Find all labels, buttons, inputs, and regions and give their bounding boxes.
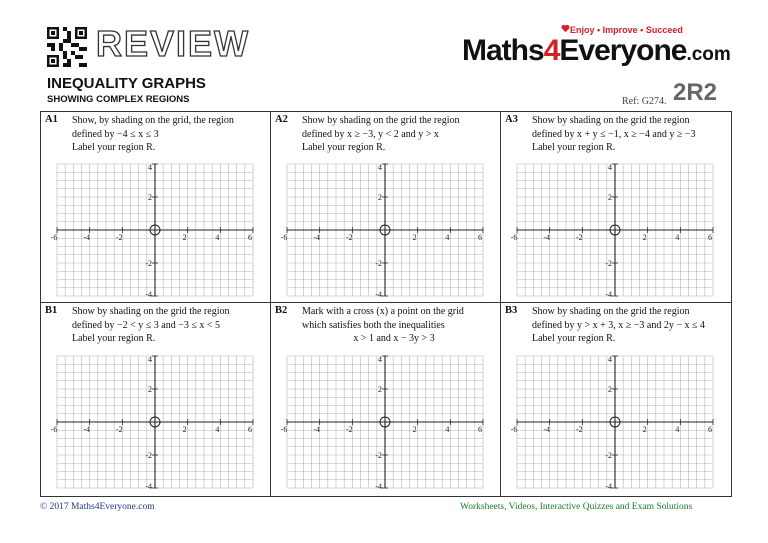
- page-subtitle: SHOWING COMPLEX REGIONS: [47, 94, 190, 105]
- x-tick-label: -6: [510, 233, 518, 242]
- question-text: [532, 114, 695, 155]
- y-tick-label: -2: [605, 259, 612, 268]
- y-tick-label: -4: [375, 290, 382, 299]
- y-tick-label: 4: [608, 355, 612, 364]
- brand-domain: .com: [686, 44, 731, 65]
- brand-prefix: Maths: [462, 34, 544, 67]
- x-tick-label: 6: [708, 233, 712, 242]
- x-tick-label: -2: [575, 233, 583, 242]
- y-tick-label: -2: [375, 451, 382, 460]
- question-id: B3: [505, 305, 518, 316]
- question-line: x > 1 and x − 3y > 3: [353, 333, 435, 344]
- question-a1: [41, 112, 271, 303]
- y-tick-label: -4: [145, 290, 152, 299]
- y-tick-label: -4: [605, 290, 612, 299]
- x-tick-label: 4: [445, 233, 450, 242]
- x-tick-label: -6: [50, 425, 58, 434]
- coordinate-grid[interactable]: [510, 162, 715, 300]
- x-tick-label: -2: [345, 233, 353, 242]
- brand-four: 4: [543, 34, 560, 67]
- copyright-notice: © 2017 Maths4Everyone.com: [40, 502, 155, 512]
- x-tick-label: 6: [248, 425, 252, 434]
- brand-tagline: Enjoy • Improve • Succeed: [570, 25, 683, 35]
- brand-logo: [462, 20, 732, 72]
- question-text: [72, 114, 234, 155]
- question-line: defined by x ≥ −3, y < 2 and y > x: [302, 128, 439, 140]
- y-tick-label: -2: [605, 451, 612, 460]
- x-tick-label: 4: [445, 425, 450, 434]
- x-tick-label: 4: [215, 425, 220, 434]
- x-tick-label: -4: [543, 425, 551, 434]
- question-b1: [41, 303, 271, 496]
- x-tick-label: 4: [215, 233, 220, 242]
- page-title: INEQUALITY GRAPHS: [47, 75, 206, 92]
- question-b2: [271, 303, 501, 496]
- x-tick-label: -4: [543, 233, 551, 242]
- x-tick-label: 2: [642, 233, 647, 242]
- y-tick-label: 4: [608, 163, 612, 172]
- question-text: [532, 305, 705, 346]
- x-tick-label: -2: [115, 425, 123, 434]
- x-tick-label: -4: [313, 425, 321, 434]
- question-line: Label your region R.: [72, 142, 156, 153]
- x-tick-label: -2: [575, 425, 583, 434]
- x-tick-label: -6: [50, 233, 58, 242]
- question-line: Mark with a cross (x) a point on the grid: [302, 306, 464, 317]
- question-line: Label your region R.: [532, 333, 616, 344]
- question-line: defined by x + y ≤ −1, x ≥ −4 and y ≥ −3: [532, 128, 696, 140]
- question-a3: [501, 112, 731, 303]
- brand-suffix: Everyone: [559, 34, 687, 67]
- heart-icon: [561, 24, 570, 33]
- worksheet-code: 2R2: [673, 79, 718, 106]
- question-line: Show, by shading on the grid, the region: [72, 115, 234, 126]
- x-tick-label: 6: [478, 233, 482, 242]
- x-tick-label: 2: [412, 233, 417, 242]
- x-tick-label: 2: [412, 425, 417, 434]
- x-tick-label: -4: [83, 425, 91, 434]
- x-tick-label: 2: [182, 425, 187, 434]
- x-tick-label: -6: [280, 425, 288, 434]
- question-text: [302, 114, 459, 155]
- coordinate-grid[interactable]: [280, 354, 485, 492]
- x-tick-label: -2: [345, 425, 353, 434]
- question-line: defined by −2 < y ≤ 3 and −3 ≤ x < 5: [72, 319, 220, 331]
- y-tick-label: 2: [148, 385, 152, 394]
- question-id: B1: [45, 305, 58, 316]
- y-tick-label: 2: [378, 385, 382, 394]
- qr-code-icon: [47, 27, 87, 67]
- question-line: defined by −4 ≤ x ≤ 3: [72, 128, 159, 140]
- question-text: [72, 305, 229, 346]
- question-line: Label your region R.: [72, 333, 156, 344]
- y-tick-label: -4: [605, 482, 612, 491]
- x-tick-label: -4: [313, 233, 321, 242]
- question-line: which satisfies both the inequalities: [302, 319, 445, 331]
- question-line: Show by shading on the grid the region: [532, 306, 690, 317]
- y-tick-label: -2: [145, 451, 152, 460]
- x-tick-label: 2: [182, 233, 187, 242]
- question-text: [302, 305, 486, 346]
- y-tick-label: 4: [378, 163, 382, 172]
- coordinate-grid[interactable]: [50, 162, 255, 300]
- x-tick-label: 4: [675, 233, 680, 242]
- coordinate-grid[interactable]: [510, 354, 715, 492]
- x-tick-label: 6: [478, 425, 482, 434]
- question-id: A3: [505, 114, 518, 125]
- question-line: Label your region R.: [302, 142, 386, 153]
- brand-name: [462, 34, 731, 72]
- question-id: A1: [45, 114, 58, 125]
- y-tick-label: 4: [148, 355, 152, 364]
- x-tick-label: 6: [708, 425, 712, 434]
- x-tick-label: -6: [510, 425, 518, 434]
- y-tick-label: -2: [145, 259, 152, 268]
- y-tick-label: -4: [375, 482, 382, 491]
- y-tick-label: 4: [148, 163, 152, 172]
- coordinate-grid[interactable]: [50, 354, 255, 492]
- y-tick-label: -4: [145, 482, 152, 491]
- y-tick-label: 2: [608, 193, 612, 202]
- question-board: [40, 111, 732, 497]
- y-tick-label: -2: [375, 259, 382, 268]
- y-tick-label: 2: [378, 193, 382, 202]
- question-line: defined by y > x + 3, x ≥ −3 and 2y − x ≤ 4: [532, 319, 705, 331]
- question-line: Show by shading on the grid the region: [72, 306, 230, 317]
- x-tick-label: -4: [83, 233, 91, 242]
- question-b3: [501, 303, 731, 496]
- question-id: A2: [275, 114, 288, 125]
- y-tick-label: 2: [148, 193, 152, 202]
- question-id: B2: [275, 305, 288, 316]
- question-line: Show by shading on the grid the region: [302, 115, 460, 126]
- x-tick-label: -2: [115, 233, 123, 242]
- x-tick-label: 2: [642, 425, 647, 434]
- reference-label: Ref: G274.: [622, 96, 667, 107]
- question-line: Label your region R.: [532, 142, 616, 153]
- review-heading: REVIEW: [96, 23, 251, 64]
- resources-tagline: Worksheets, Videos, Interactive Quizzes and Exam Solutions: [460, 502, 693, 512]
- question-line: Show by shading on the grid the region: [532, 115, 690, 126]
- x-tick-label: -6: [280, 233, 288, 242]
- x-tick-label: 4: [675, 425, 680, 434]
- coordinate-grid[interactable]: [280, 162, 485, 300]
- y-tick-label: 4: [378, 355, 382, 364]
- x-tick-label: 6: [248, 233, 252, 242]
- question-a2: [271, 112, 501, 303]
- y-tick-label: 2: [608, 385, 612, 394]
